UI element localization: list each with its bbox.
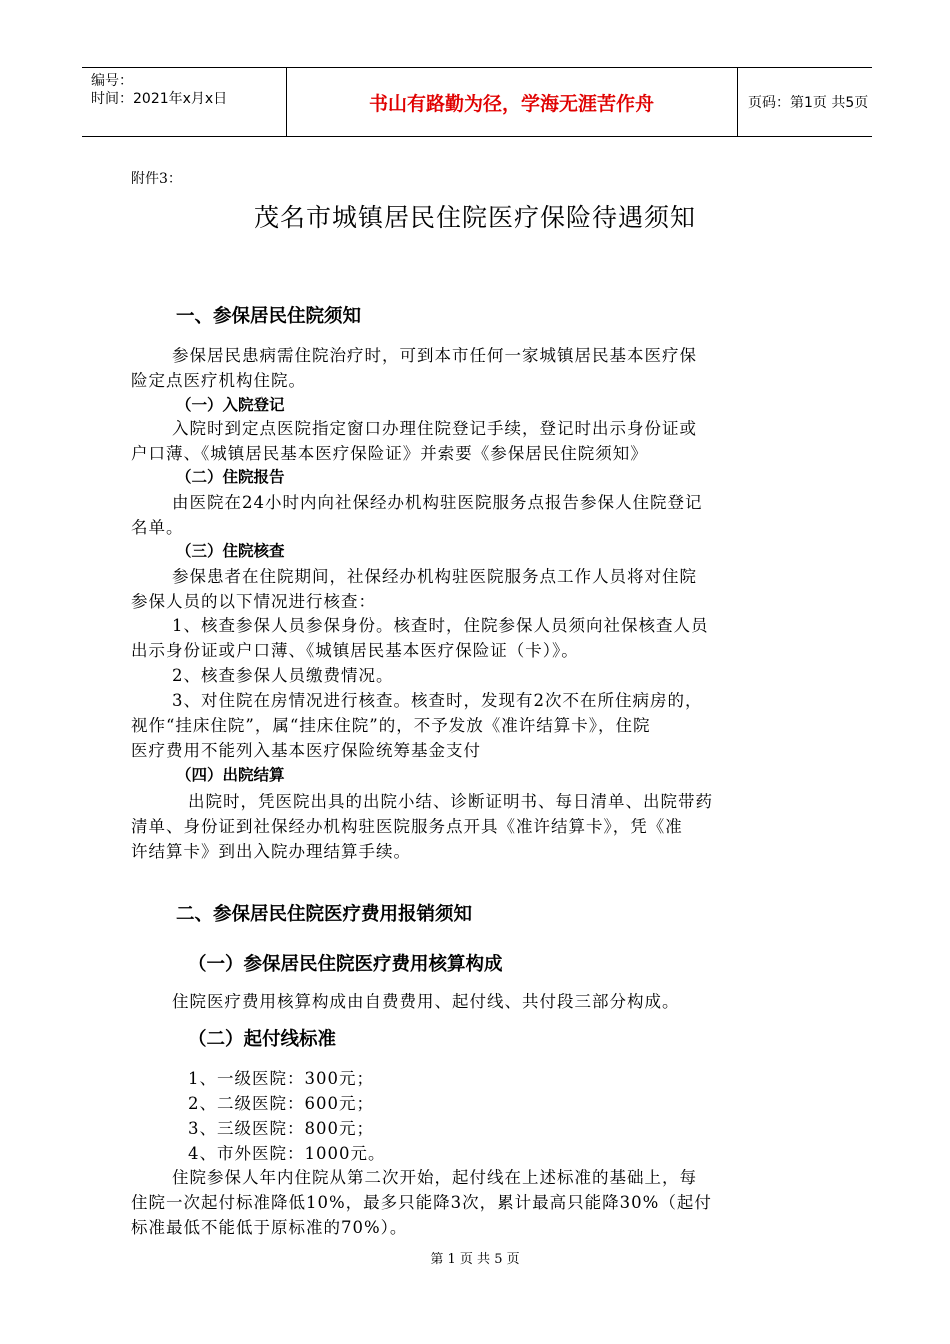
threshold-item: 1、一级医院：300元；	[188, 1069, 374, 1088]
sub3-heading: （三）住院核查	[176, 542, 285, 560]
sub1-line: 户口薄、《城镇居民基本医疗保险证》并索要《参保居民住院须知》	[131, 444, 648, 463]
s2-sub2-heading: （二）起付线标准	[188, 1029, 337, 1050]
sub2-line: 名单。	[131, 518, 184, 537]
sub4-line: 许结算卡》到出入院办理结算手续。	[131, 842, 411, 861]
threshold-item: 2、二级医院：600元；	[188, 1094, 374, 1113]
sub1-line: 入院时到定点医院指定窗口办理住院登记手续，登记时出示身份证或	[172, 419, 697, 438]
section1-intro-line: 险定点医疗机构住院。	[131, 371, 306, 390]
sub3-line: 参保患者在住院期间，社保经办机构驻医院服务点工作人员将对住院	[172, 567, 697, 586]
sub3-line: 2、核查参保人员缴费情况。	[172, 666, 394, 685]
sub2-line: 由医院在24小时内向社保经办机构驻医院服务点报告参保人住院登记	[172, 493, 703, 512]
sub3-line: 参保人员的以下情况进行核查：	[131, 592, 376, 611]
sub1-heading: （一）入院登记	[176, 396, 285, 414]
section2-heading: 二、参保居民住院医疗费用报销须知	[176, 904, 473, 925]
motto: 书山有路勤为径，学海无涯苦作舟	[286, 68, 738, 136]
s2-sub1-heading: （一）参保居民住院医疗费用核算构成	[188, 954, 503, 975]
page-footer: 第 1 页 共 5 页	[430, 1252, 520, 1267]
attachment-label: 附件3：	[131, 171, 182, 187]
s2-sub2-line: 标准最低不能低于原标准的70%）。	[131, 1218, 408, 1237]
sub3-line: 医疗费用不能列入基本医疗保险统筹基金支付	[131, 741, 481, 760]
time-label: 时间：2021年x月x日	[91, 91, 228, 107]
s2-sub2-line: 住院参保人年内住院从第二次开始，起付线在上述标准的基础上，每	[172, 1168, 697, 1187]
sub4-line: 清单、身份证到社保经办机构驻医院服务点开具《准许结算卡》，凭《准	[131, 817, 683, 836]
s2-sub1-line: 住院医疗费用核算构成由自费费用、起付线、共付段三部分构成。	[172, 992, 680, 1011]
page-info: 页码：第1页 共5页	[748, 95, 869, 111]
number-label: 编号：	[91, 73, 133, 89]
threshold-item: 4、市外医院：1000元。	[188, 1144, 386, 1163]
section1-heading: 一、参保居民住院须知	[176, 306, 362, 327]
page-title: 茂名市城镇居民住院医疗保险待遇须知	[253, 203, 696, 232]
sub3-line: 1、核查参保人员参保身份。核查时，住院参保人员须向社保核查人员	[172, 616, 709, 635]
header-meta-cell	[82, 68, 287, 136]
sub3-line: 视作“挂床住院”，属“挂床住院”的，不予发放《准许结算卡》，住院	[131, 716, 651, 735]
sub4-heading: （四）出院结算	[176, 766, 285, 784]
s2-sub2-line: 住院一次起付标准降低10%，最多只能降3次，累计最高只能降30%（起付	[131, 1193, 712, 1212]
section1-intro-line: 参保居民患病需住院治疗时，可到本市任何一家城镇居民基本医疗保	[172, 346, 697, 365]
threshold-item: 3、三级医院：800元；	[188, 1119, 374, 1138]
sub4-line: 出院时，凭医院出具的出院小结、诊断证明书、每日清单、出院带药	[188, 792, 713, 811]
document-header	[82, 67, 872, 137]
sub2-heading: （二）住院报告	[176, 468, 285, 486]
sub3-line: 出示身份证或户口薄、《城镇居民基本医疗保险证（卡）》。	[131, 641, 579, 660]
sub3-line: 3、对住院在房情况进行核查。核查时，发现有2次不在所住病房的，	[172, 691, 703, 710]
